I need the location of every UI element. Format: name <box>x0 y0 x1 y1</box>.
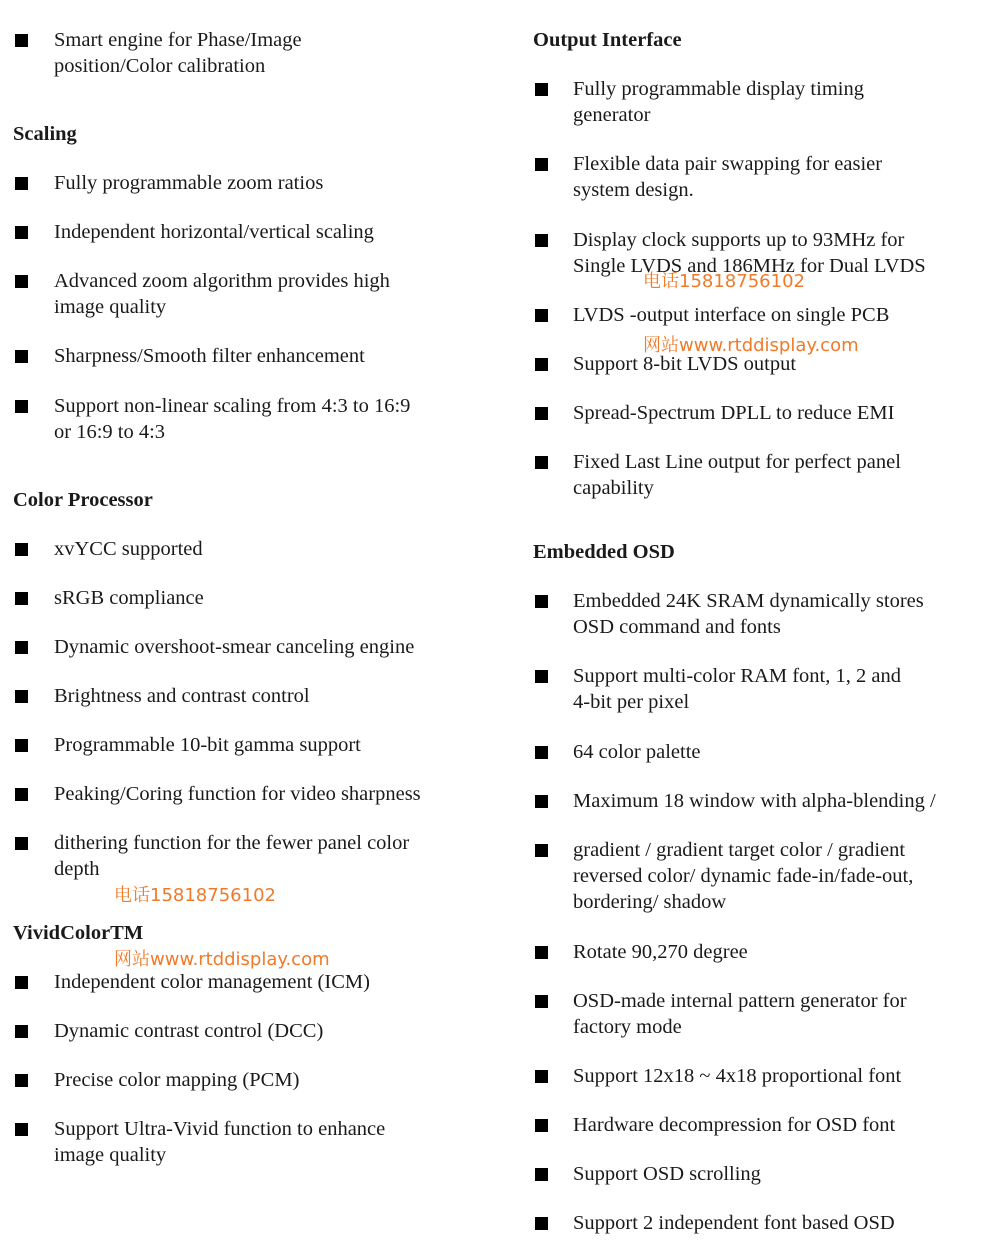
watermark-website: 网站www.rtddisplay.com <box>643 335 859 356</box>
square-bullet-icon <box>535 946 548 959</box>
square-bullet-icon <box>535 1217 548 1230</box>
square-bullet-icon <box>535 1070 548 1083</box>
list-item-text: Support Ultra-Vivid function to enhance image quality <box>54 1118 386 1166</box>
list-item-text: Support non-linear scaling from 4:3 to 16:9 or 16:9 to 4:3 <box>54 395 411 443</box>
list-item <box>0 1018 480 1044</box>
list-item-text: Support 2 independent font based OSD <box>573 1212 895 1234</box>
list-item <box>0 1116 480 1168</box>
square-bullet-icon <box>535 746 548 759</box>
list-item-text: Spread-Spectrum DPLL to reduce EMI <box>573 402 895 424</box>
square-bullet-icon <box>15 400 28 413</box>
list-item-text: Maximum 18 window with alpha-blending / <box>573 790 936 812</box>
list-item-text: Support 12x18 ~ 4x18 proportional font <box>573 1065 902 1087</box>
square-bullet-icon <box>15 275 28 288</box>
square-bullet-icon <box>15 177 28 190</box>
list-item <box>0 732 480 758</box>
square-bullet-icon <box>15 1025 28 1038</box>
list-item-text: Hardware decompression for OSD font <box>573 1114 896 1136</box>
list-item <box>520 1063 981 1089</box>
section-heading-vividcolortm: VividColorTM <box>13 922 144 944</box>
square-bullet-icon <box>15 592 28 605</box>
square-bullet-icon <box>535 358 548 371</box>
square-bullet-icon <box>15 837 28 850</box>
list-item <box>0 170 480 196</box>
list-item <box>520 739 981 765</box>
list-item <box>520 151 981 203</box>
list-item-text: Support multi-color RAM font, 1, 2 and 4-bit per pixel <box>573 665 901 713</box>
list-item <box>0 683 480 709</box>
section-heading-output-interface: Output Interface <box>533 29 682 51</box>
section-heading-scaling: Scaling <box>13 123 77 145</box>
list-item <box>0 1067 480 1093</box>
square-bullet-icon <box>15 543 28 556</box>
list-item <box>0 585 480 611</box>
list-item-text: Independent color management (ICM) <box>54 971 370 993</box>
list-item <box>0 393 480 445</box>
square-bullet-icon <box>15 690 28 703</box>
square-bullet-icon <box>535 158 548 171</box>
list-item-text: Fully programmable zoom ratios <box>54 172 324 194</box>
list-item-text: sRGB compliance <box>54 587 204 609</box>
list-item-text: Fixed Last Line output for perfect panel capability <box>573 451 901 499</box>
list-item <box>520 400 981 426</box>
list-item <box>0 634 480 660</box>
list-item-text: Precise color mapping (PCM) <box>54 1069 300 1091</box>
square-bullet-icon <box>15 641 28 654</box>
square-bullet-icon <box>535 83 548 96</box>
list-item-text: Sharpness/Smooth filter enhancement <box>54 345 365 367</box>
square-bullet-icon <box>535 844 548 857</box>
list-item-text: LVDS -output interface on single PCB <box>573 304 890 326</box>
list-item <box>520 1210 981 1236</box>
square-bullet-icon <box>15 976 28 989</box>
list-item <box>520 939 981 965</box>
square-bullet-icon <box>15 1074 28 1087</box>
list-item-text: xvYCC supported <box>54 538 203 560</box>
list-item <box>520 788 981 814</box>
list-item <box>0 219 480 245</box>
list-item <box>520 663 981 715</box>
square-bullet-icon <box>535 1119 548 1132</box>
list-item <box>0 781 480 807</box>
list-item <box>0 536 480 562</box>
list-item <box>0 969 480 995</box>
list-item <box>520 1112 981 1138</box>
list-item <box>520 588 981 640</box>
list-item <box>0 268 480 320</box>
list-item <box>520 837 981 915</box>
list-item <box>0 343 480 369</box>
list-item-text: Brightness and contrast control <box>54 685 310 707</box>
watermark-phone: 电话15818756102 <box>114 885 276 906</box>
square-bullet-icon <box>15 788 28 801</box>
list-item <box>0 830 480 882</box>
list-item-text: dithering function for the fewer panel color depth <box>54 832 410 880</box>
list-item-text: Rotate 90,270 degree <box>573 941 748 963</box>
list-item <box>520 1161 981 1187</box>
square-bullet-icon <box>535 595 548 608</box>
section-heading-color-processor: Color Processor <box>13 489 153 511</box>
square-bullet-icon <box>535 1168 548 1181</box>
list-item-text: Advanced zoom algorithm provides high image quality <box>54 270 390 318</box>
list-item <box>520 449 981 501</box>
square-bullet-icon <box>15 1123 28 1136</box>
square-bullet-icon <box>15 350 28 363</box>
square-bullet-icon <box>535 309 548 322</box>
list-item-text: 64 color palette <box>573 741 701 763</box>
list-item-text: Display clock supports up to 93MHz for Single LVDS and 186MHz for Dual LVDS <box>573 229 926 277</box>
square-bullet-icon <box>15 34 28 47</box>
list-item-text: Support OSD scrolling <box>573 1163 761 1185</box>
list-item-text: Flexible data pair swapping for easier system design. <box>573 153 883 201</box>
list-item-text: Dynamic contrast control (DCC) <box>54 1020 324 1042</box>
list-item <box>520 302 981 328</box>
square-bullet-icon <box>535 456 548 469</box>
list-item-text: Independent horizontal/vertical scaling <box>54 221 374 243</box>
list-item <box>0 27 480 79</box>
list-item-text: Smart engine for Phase/Image position/Color calibration <box>54 29 302 77</box>
list-item-text: Support 8-bit LVDS output <box>573 353 797 375</box>
list-item-text: OSD-made internal pattern generator for factory mode <box>573 990 907 1038</box>
square-bullet-icon <box>535 995 548 1008</box>
watermark-phone: 电话15818756102 <box>643 271 805 292</box>
list-item-text: Fully programmable display timing generator <box>573 78 864 126</box>
square-bullet-icon <box>535 234 548 247</box>
list-item-text: Embedded 24K SRAM dynamically stores OSD command and fonts <box>573 590 924 638</box>
watermark-website: 网站www.rtddisplay.com <box>114 949 330 970</box>
square-bullet-icon <box>535 407 548 420</box>
list-item <box>520 76 981 128</box>
square-bullet-icon <box>15 739 28 752</box>
list-item <box>520 988 981 1040</box>
list-item-text: Dynamic overshoot-smear canceling engine <box>54 636 415 658</box>
list-item-text: gradient / gradient target color / gradient reversed color/ dynamic fade-in/fade-out, bordering/ shadow <box>573 839 914 913</box>
list-item-text: Programmable 10-bit gamma support <box>54 734 361 756</box>
list-item-text: Peaking/Coring function for video sharpness <box>54 783 421 805</box>
square-bullet-icon <box>535 670 548 683</box>
square-bullet-icon <box>535 795 548 808</box>
square-bullet-icon <box>15 226 28 239</box>
section-heading-embedded-osd: Embedded OSD <box>533 541 675 563</box>
